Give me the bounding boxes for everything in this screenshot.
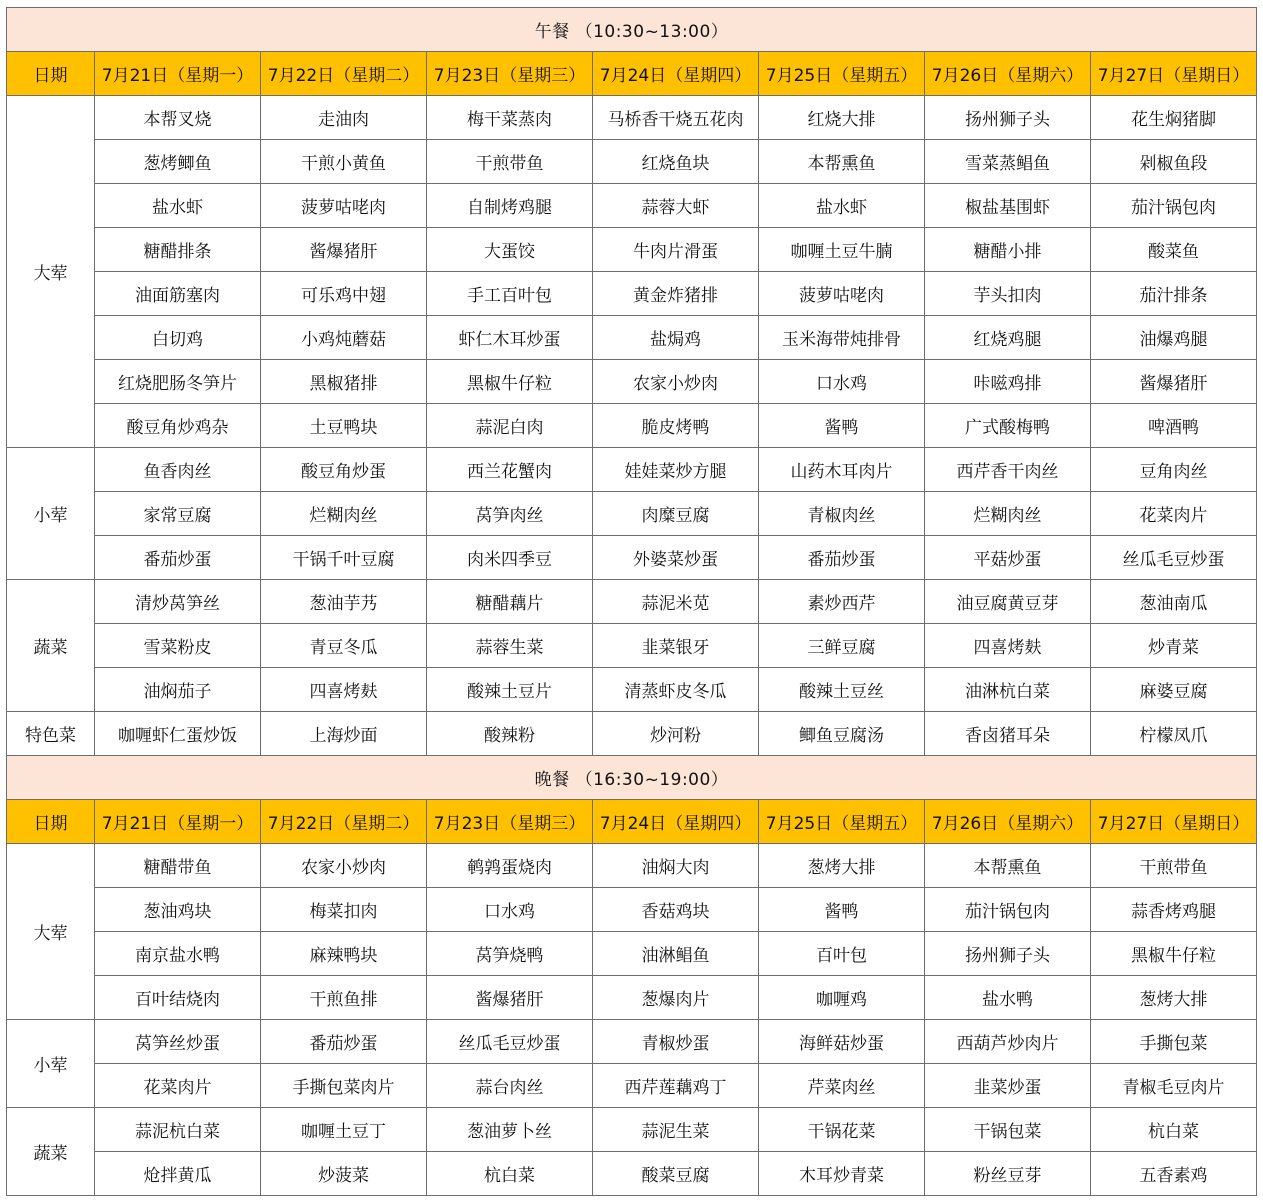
dish-cell: 梅菜扣肉 xyxy=(261,888,427,932)
dish-cell: 糖醋排条 xyxy=(95,228,261,272)
dish-cell: 咖喱土豆丁 xyxy=(261,1108,427,1152)
dish-cell: 油焖茄子 xyxy=(95,668,261,712)
dish-cell: 脆皮烤鸭 xyxy=(593,404,759,448)
dish-cell: 香卤猪耳朵 xyxy=(925,712,1091,756)
dish-cell: 蒜蓉生菜 xyxy=(427,624,593,668)
dish-cell: 葱烤鲫鱼 xyxy=(95,140,261,184)
dish-cell: 菠萝咕咾肉 xyxy=(261,184,427,228)
dish-cell: 青椒炒蛋 xyxy=(593,1020,759,1064)
dish-cell: 糖醋藕片 xyxy=(427,580,593,624)
dish-cell: 椒盐基围虾 xyxy=(925,184,1091,228)
day-header-1: 7月21日（星期一） xyxy=(95,800,261,844)
dish-cell: 酸豆角炒鸡杂 xyxy=(95,404,261,448)
dish-cell: 西兰花蟹肉 xyxy=(427,448,593,492)
dinner-title: 晚餐 （16:30~19:00） xyxy=(7,756,1257,800)
dish-cell: 香菇鸡块 xyxy=(593,888,759,932)
table-row xyxy=(7,1020,1257,1064)
dish-cell: 番茄炒蛋 xyxy=(261,1020,427,1064)
day-header-5: 7月25日（星期五） xyxy=(759,800,925,844)
dish-cell: 酱鸭 xyxy=(759,404,925,448)
dish-cell: 平菇炒蛋 xyxy=(925,536,1091,580)
dish-cell: 葱爆肉片 xyxy=(593,976,759,1020)
dish-cell: 干煎带鱼 xyxy=(1091,844,1257,888)
category-cell: 小荤 xyxy=(7,448,95,580)
table-row xyxy=(7,932,1257,976)
dish-cell: 本帮熏鱼 xyxy=(759,140,925,184)
dish-cell: 百叶包 xyxy=(759,932,925,976)
table-row xyxy=(7,316,1257,360)
dish-cell: 茄汁锅包肉 xyxy=(925,888,1091,932)
category-cell: 小荤 xyxy=(7,1020,95,1108)
dish-cell: 素炒西芹 xyxy=(759,580,925,624)
table-row xyxy=(7,184,1257,228)
dish-cell: 咖喱虾仁蛋炒饭 xyxy=(95,712,261,756)
dish-cell: 扬州狮子头 xyxy=(925,96,1091,140)
dish-cell: 农家小炒肉 xyxy=(261,844,427,888)
dish-cell: 红烧鸡腿 xyxy=(925,316,1091,360)
dish-cell: 酱爆猪肝 xyxy=(427,976,593,1020)
dish-cell: 蒜泥米苋 xyxy=(593,580,759,624)
dish-cell: 黑椒牛仔粒 xyxy=(1091,932,1257,976)
dish-cell: 四喜烤麸 xyxy=(925,624,1091,668)
dish-cell: 韭菜银牙 xyxy=(593,624,759,668)
category-cell: 蔬菜 xyxy=(7,580,95,712)
table-row xyxy=(7,844,1257,888)
dish-cell: 雪菜粉皮 xyxy=(95,624,261,668)
dish-cell: 酸辣土豆片 xyxy=(427,668,593,712)
date-header-cell: 日期 xyxy=(7,52,95,96)
table-row xyxy=(7,976,1257,1020)
dish-cell: 本帮叉烧 xyxy=(95,96,261,140)
day-header-4: 7月24日（星期四） xyxy=(593,52,759,96)
table-row xyxy=(7,712,1257,756)
dish-cell: 番茄炒蛋 xyxy=(95,536,261,580)
category-cell: 特色菜 xyxy=(7,712,95,756)
day-header-1: 7月21日（星期一） xyxy=(95,52,261,96)
dish-cell: 莴笋丝炒蛋 xyxy=(95,1020,261,1064)
dish-cell: 酱爆猪肝 xyxy=(261,228,427,272)
table-row xyxy=(7,140,1257,184)
table-row xyxy=(7,272,1257,316)
dinner-date-row xyxy=(7,800,1257,844)
dish-cell: 茄汁锅包肉 xyxy=(1091,184,1257,228)
dish-cell: 盐水虾 xyxy=(759,184,925,228)
dish-cell: 三鲜豆腐 xyxy=(759,624,925,668)
dish-cell: 炝拌黄瓜 xyxy=(95,1152,261,1196)
dish-cell: 菠萝咕咾肉 xyxy=(759,272,925,316)
dish-cell: 啤酒鸭 xyxy=(1091,404,1257,448)
table-row xyxy=(7,360,1257,404)
dish-cell: 酱鸭 xyxy=(759,888,925,932)
dish-cell: 花生焖猪脚 xyxy=(1091,96,1257,140)
dish-cell: 西芹香干肉丝 xyxy=(925,448,1091,492)
category-cell: 蔬菜 xyxy=(7,1108,95,1196)
dish-cell: 扬州狮子头 xyxy=(925,932,1091,976)
dish-cell: 白切鸡 xyxy=(95,316,261,360)
day-header-6: 7月26日（星期六） xyxy=(925,800,1091,844)
table-row xyxy=(7,624,1257,668)
dish-cell: 广式酸梅鸭 xyxy=(925,404,1091,448)
dish-cell: 油面筋塞肉 xyxy=(95,272,261,316)
dish-cell: 咔嗞鸡排 xyxy=(925,360,1091,404)
dish-cell: 炒河粉 xyxy=(593,712,759,756)
dish-cell: 肉米四季豆 xyxy=(427,536,593,580)
dish-cell: 油爆鸡腿 xyxy=(1091,316,1257,360)
dish-cell: 蒜香烤鸡腿 xyxy=(1091,888,1257,932)
dish-cell: 黑椒牛仔粒 xyxy=(427,360,593,404)
dish-cell: 丝瓜毛豆炒蛋 xyxy=(427,1020,593,1064)
dish-cell: 咖喱鸡 xyxy=(759,976,925,1020)
day-header-6: 7月26日（星期六） xyxy=(925,52,1091,96)
dish-cell: 蒜泥杭白菜 xyxy=(95,1108,261,1152)
dish-cell: 炒青菜 xyxy=(1091,624,1257,668)
table-row xyxy=(7,1064,1257,1108)
table-row xyxy=(7,492,1257,536)
dish-cell: 芋头扣肉 xyxy=(925,272,1091,316)
dish-cell: 青豆冬瓜 xyxy=(261,624,427,668)
dish-cell: 外婆菜炒蛋 xyxy=(593,536,759,580)
dish-cell: 烂糊肉丝 xyxy=(925,492,1091,536)
dish-cell: 手工百叶包 xyxy=(427,272,593,316)
dish-cell: 口水鸡 xyxy=(759,360,925,404)
dish-cell: 干锅花菜 xyxy=(759,1108,925,1152)
category-cell: 大荤 xyxy=(7,96,95,448)
dish-cell: 口水鸡 xyxy=(427,888,593,932)
dish-cell: 本帮熏鱼 xyxy=(925,844,1091,888)
table-row xyxy=(7,448,1257,492)
dish-cell: 粉丝豆芽 xyxy=(925,1152,1091,1196)
table-row xyxy=(7,580,1257,624)
dinner-title-row xyxy=(7,756,1257,800)
dish-cell: 酱爆猪肝 xyxy=(1091,360,1257,404)
dish-cell: 番茄炒蛋 xyxy=(759,536,925,580)
dish-cell: 茄汁排条 xyxy=(1091,272,1257,316)
table-row xyxy=(7,1108,1257,1152)
dish-cell: 酸豆角炒蛋 xyxy=(261,448,427,492)
dish-cell: 农家小炒肉 xyxy=(593,360,759,404)
table-row xyxy=(7,404,1257,448)
day-header-3: 7月23日（星期三） xyxy=(427,800,593,844)
dish-cell: 小鸡炖蘑菇 xyxy=(261,316,427,360)
dish-cell: 红烧肥肠冬笋片 xyxy=(95,360,261,404)
dish-cell: 蒜蓉大虾 xyxy=(593,184,759,228)
dish-cell: 山药木耳肉片 xyxy=(759,448,925,492)
dish-cell: 肉糜豆腐 xyxy=(593,492,759,536)
dish-cell: 葱油南瓜 xyxy=(1091,580,1257,624)
dish-cell: 蒜泥白肉 xyxy=(427,404,593,448)
dish-cell: 自制烤鸡腿 xyxy=(427,184,593,228)
day-header-4: 7月24日（星期四） xyxy=(593,800,759,844)
table-row xyxy=(7,888,1257,932)
table-row xyxy=(7,96,1257,140)
dish-cell: 葱油萝卜丝 xyxy=(427,1108,593,1152)
dish-cell: 可乐鸡中翅 xyxy=(261,272,427,316)
table-row xyxy=(7,668,1257,712)
dish-cell: 牛肉片滑蛋 xyxy=(593,228,759,272)
dish-cell: 杭白菜 xyxy=(427,1152,593,1196)
dish-cell: 干煎鱼排 xyxy=(261,976,427,1020)
dish-cell: 走油肉 xyxy=(261,96,427,140)
day-header-7: 7月27日（星期日） xyxy=(1091,52,1257,96)
category-cell: 大荤 xyxy=(7,844,95,1020)
dish-cell: 油淋杭白菜 xyxy=(925,668,1091,712)
dish-cell: 花菜肉片 xyxy=(1091,492,1257,536)
dish-cell: 盐水虾 xyxy=(95,184,261,228)
dish-cell: 木耳炒青菜 xyxy=(759,1152,925,1196)
dish-cell: 酸辣土豆丝 xyxy=(759,668,925,712)
dish-cell: 烂糊肉丝 xyxy=(261,492,427,536)
day-header-5: 7月25日（星期五） xyxy=(759,52,925,96)
dish-cell: 糖醋小排 xyxy=(925,228,1091,272)
dish-cell: 百叶结烧肉 xyxy=(95,976,261,1020)
dish-cell: 芹菜肉丝 xyxy=(759,1064,925,1108)
dish-cell: 梅干菜蒸肉 xyxy=(427,96,593,140)
dish-cell: 剁椒鱼段 xyxy=(1091,140,1257,184)
dish-cell: 豆角肉丝 xyxy=(1091,448,1257,492)
dish-cell: 蒜泥生菜 xyxy=(593,1108,759,1152)
dish-cell: 炒菠菜 xyxy=(261,1152,427,1196)
table-row xyxy=(7,536,1257,580)
table-row xyxy=(7,228,1257,272)
dish-cell: 干锅包菜 xyxy=(925,1108,1091,1152)
day-header-3: 7月23日（星期三） xyxy=(427,52,593,96)
dish-cell: 清蒸虾皮冬瓜 xyxy=(593,668,759,712)
dish-cell: 娃娃菜炒方腿 xyxy=(593,448,759,492)
dish-cell: 葱油鸡块 xyxy=(95,888,261,932)
dish-cell: 韭菜炒蛋 xyxy=(925,1064,1091,1108)
dish-cell: 鲫鱼豆腐汤 xyxy=(759,712,925,756)
dish-cell: 酸菜豆腐 xyxy=(593,1152,759,1196)
dish-cell: 葱油芋艿 xyxy=(261,580,427,624)
dish-cell: 鹌鹑蛋烧肉 xyxy=(427,844,593,888)
dish-cell: 咖喱土豆牛腩 xyxy=(759,228,925,272)
dish-cell: 红烧鱼块 xyxy=(593,140,759,184)
dish-cell: 家常豆腐 xyxy=(95,492,261,536)
dish-cell: 土豆鸭块 xyxy=(261,404,427,448)
dish-cell: 酸辣粉 xyxy=(427,712,593,756)
weekly-menu-table xyxy=(6,7,1257,1196)
dish-cell: 莴笋肉丝 xyxy=(427,492,593,536)
dish-cell: 油淋鲳鱼 xyxy=(593,932,759,976)
dish-cell: 杭白菜 xyxy=(1091,1108,1257,1152)
dish-cell: 蒜台肉丝 xyxy=(427,1064,593,1108)
dish-cell: 丝瓜毛豆炒蛋 xyxy=(1091,536,1257,580)
dish-cell: 葱烤大排 xyxy=(1091,976,1257,1020)
dish-cell: 手撕包菜 xyxy=(1091,1020,1257,1064)
dish-cell: 青椒毛豆肉片 xyxy=(1091,1064,1257,1108)
dish-cell: 大蛋饺 xyxy=(427,228,593,272)
dish-cell: 青椒肉丝 xyxy=(759,492,925,536)
day-header-7: 7月27日（星期日） xyxy=(1091,800,1257,844)
dish-cell: 马桥香干烧五花肉 xyxy=(593,96,759,140)
dish-cell: 酸菜鱼 xyxy=(1091,228,1257,272)
dish-cell: 上海炒面 xyxy=(261,712,427,756)
dish-cell: 干煎小黄鱼 xyxy=(261,140,427,184)
dish-cell: 四喜烤麸 xyxy=(261,668,427,712)
dish-cell: 玉米海带炖排骨 xyxy=(759,316,925,360)
lunch-title-row xyxy=(7,8,1257,52)
dish-cell: 红烧大排 xyxy=(759,96,925,140)
lunch-title: 午餐 （10:30~13:00） xyxy=(7,8,1257,52)
dish-cell: 干煎带鱼 xyxy=(427,140,593,184)
dish-cell: 花菜肉片 xyxy=(95,1064,261,1108)
dish-cell: 雪菜蒸鲳鱼 xyxy=(925,140,1091,184)
dish-cell: 西芹莲藕鸡丁 xyxy=(593,1064,759,1108)
dish-cell: 油焖大肉 xyxy=(593,844,759,888)
dish-cell: 糖醋带鱼 xyxy=(95,844,261,888)
dish-cell: 麻辣鸭块 xyxy=(261,932,427,976)
dish-cell: 海鲜菇炒蛋 xyxy=(759,1020,925,1064)
table-row xyxy=(7,1152,1257,1196)
dish-cell: 黑椒猪排 xyxy=(261,360,427,404)
dish-cell: 盐水鸭 xyxy=(925,976,1091,1020)
dish-cell: 虾仁木耳炒蛋 xyxy=(427,316,593,360)
dish-cell: 南京盐水鸭 xyxy=(95,932,261,976)
dish-cell: 手撕包菜肉片 xyxy=(261,1064,427,1108)
dish-cell: 干锅千叶豆腐 xyxy=(261,536,427,580)
dish-cell: 清炒莴笋丝 xyxy=(95,580,261,624)
dish-cell: 西葫芦炒肉片 xyxy=(925,1020,1091,1064)
dish-cell: 柠檬凤爪 xyxy=(1091,712,1257,756)
lunch-date-row xyxy=(7,52,1257,96)
day-header-2: 7月22日（星期二） xyxy=(261,52,427,96)
date-header-cell: 日期 xyxy=(7,800,95,844)
day-header-2: 7月22日（星期二） xyxy=(261,800,427,844)
dish-cell: 五香素鸡 xyxy=(1091,1152,1257,1196)
dish-cell: 葱烤大排 xyxy=(759,844,925,888)
dish-cell: 麻婆豆腐 xyxy=(1091,668,1257,712)
dish-cell: 莴笋烧鸭 xyxy=(427,932,593,976)
dish-cell: 盐焗鸡 xyxy=(593,316,759,360)
dish-cell: 油豆腐黄豆芽 xyxy=(925,580,1091,624)
dish-cell: 黄金炸猪排 xyxy=(593,272,759,316)
dish-cell: 鱼香肉丝 xyxy=(95,448,261,492)
